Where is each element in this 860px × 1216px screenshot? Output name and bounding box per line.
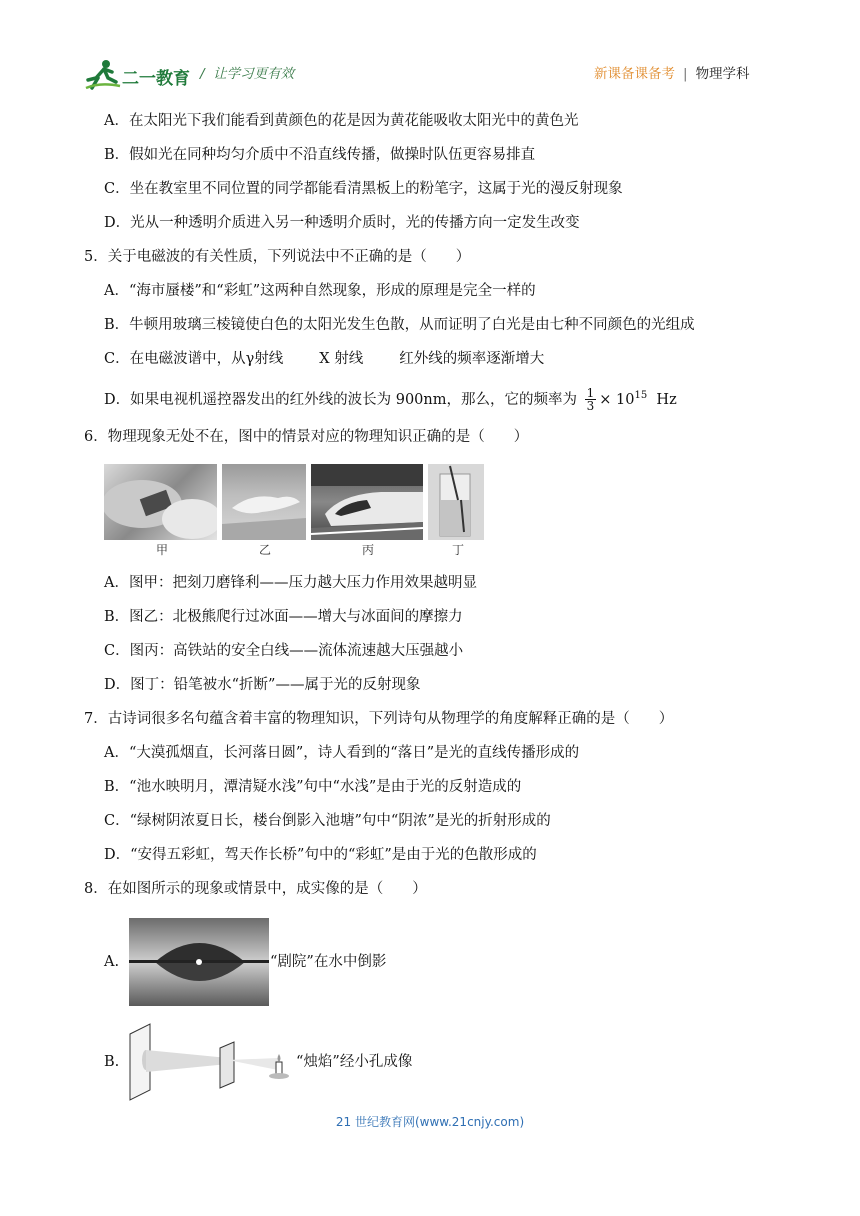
q4-option-b: B．假如光在同种均匀介质中不沿直线传播，做操时队伍更容易排直 [104,147,536,163]
q6-option-d: D．图丁：铅笔被水“折断”——属于光的反射现象 [104,677,421,693]
q6-option-c: C．图丙：高铁站的安全白线——流体流速越大压强越小 [104,643,464,659]
q6-option-b: B．图乙：北极熊爬行过冰面——增大与冰面间的摩擦力 [104,609,463,625]
photo-theater-reflection [129,918,269,1006]
q7-option-b: B．“池水映明月，潭清疑水浅”句中“水浅”是由于光的反射造成的 [104,779,522,795]
q4-option-c: C．坐在教室里不同位置的同学都能看清黑板上的粉笔字，这属于光的漫反射现象 [104,181,623,197]
photo-bing-train [311,464,423,540]
q8-option-b-text: “烛焰”经小孔成像 [296,1054,413,1070]
runner-logo-icon [84,58,124,92]
logo-text: 二一教育 [122,69,190,89]
q8-option-a-text: “剧院”在水中倒影 [270,954,387,970]
caption-ding: 丁 [452,543,465,557]
photo-yi-polar-bear [222,464,306,540]
caption-jia: 甲 [156,543,169,557]
caption-yi: 乙 [259,543,272,557]
q5-stem: 5．关于电磁波的有关性质，下列说法中不正确的是（ ） [84,249,471,265]
photo-ding-pencil-in-water [428,464,484,540]
q8-option-a-label: A. [104,954,120,970]
subject-label: 物理学科 [695,66,750,82]
header-separator: | [683,66,688,82]
diagram-pinhole-camera [128,1022,296,1102]
q5-option-a: A．“海市蜃楼”和“彩虹”这两种自然现象，形成的原理是完全一样的 [104,283,536,299]
q8-stem: 8．在如图所示的现象或情景中，成实像的是（ ） [84,881,427,897]
q5-option-c: C．在电磁波谱中，从γ射线 X 射线 红外线的频率逐渐增大 [104,351,545,367]
fraction: $\frac{1}{3}$ [586,386,595,414]
q4-option-a: A．在太阳光下我们能看到黄颜色的花是因为黄花能吸收太阳光中的黄色光 [104,113,579,129]
photo-jia-knife [104,464,217,540]
header-right [594,62,750,82]
footer[interactable]: 21 世纪教育网(www.21cnjy.com) [335,1115,525,1129]
caption-bing: 丙 [362,543,375,557]
q7-stem: 7．古诗词很多名句蕴含着丰富的物理知识，下列诗句从物理学的角度解释正确的是（ ） [84,711,674,727]
course-label: 新课备课备考 [594,66,675,82]
q7-option-d: D．“安得五彩虹，驾天作长桥”句中的“彩虹”是由于光的色散形成的 [104,847,537,863]
q6-stem: 6．物理现象无处不在，图中的情景对应的物理知识正确的是（ ） [84,429,529,445]
q4-option-d: D．光从一种透明介质进入另一种透明介质时，光的传播方向一定发生改变 [104,215,580,231]
q6-option-a: A．图甲：把刻刀磨锋利——压力越大压力作用效果越明显 [104,575,477,591]
q5-option-b: B．牛顿用玻璃三棱镜使白色的太阳光发生色散，从而证明了白光是由七种不同颜色的光组成 [104,317,695,333]
slogan: / 让学习更有效 [200,66,295,82]
q5-option-d: D．如果电视机遥控器发出的红外线的波长为 900nm，那么，它的频率为 $\frac{1}{3}$ × $10^{15}$ Hz [104,386,677,414]
q7-option-a: A．“大漠孤烟直，长河落日圆”，诗人看到的“落日”是光的直线传播形成的 [104,745,580,761]
q7-option-c: C．“绿树阴浓夏日长，楼台倒影入池塘”句中“阴浓”是光的折射形成的 [104,813,551,829]
q8-option-b-label: B. [104,1054,120,1070]
